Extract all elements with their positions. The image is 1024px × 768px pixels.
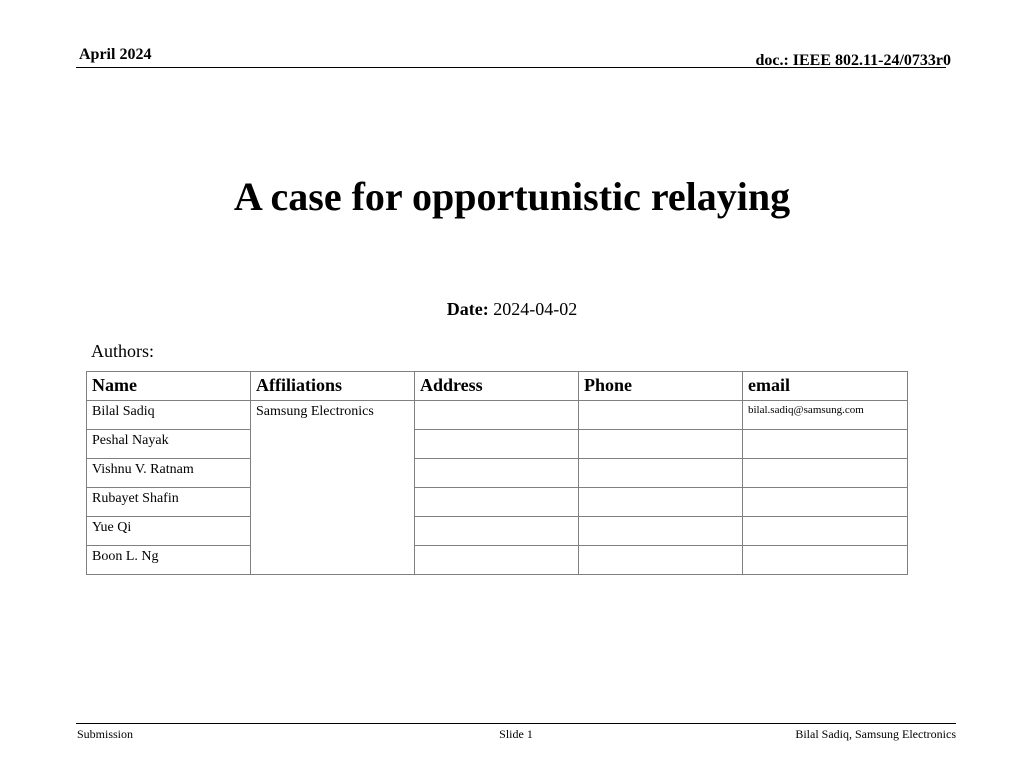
author-address bbox=[415, 546, 579, 575]
author-address bbox=[415, 517, 579, 546]
table-row bbox=[87, 430, 908, 459]
author-address bbox=[415, 430, 579, 459]
author-name: Boon L. Ng bbox=[87, 546, 251, 575]
author-name: Rubayet Shafin bbox=[87, 488, 251, 517]
table-header-row bbox=[87, 372, 908, 401]
footer-rule bbox=[76, 723, 956, 724]
footer-author: Bilal Sadiq, Samsung Electronics bbox=[795, 727, 956, 741]
author-email bbox=[743, 546, 908, 575]
author-email: bilal.sadiq@samsung.com bbox=[743, 401, 908, 430]
column-header-affiliations: Affiliations bbox=[251, 372, 415, 401]
author-affiliation: Samsung Electronics bbox=[251, 401, 415, 575]
column-header-email: email bbox=[743, 372, 908, 401]
table-row bbox=[87, 459, 908, 488]
author-email bbox=[743, 517, 908, 546]
table-row bbox=[87, 488, 908, 517]
author-name: Peshal Nayak bbox=[87, 430, 251, 459]
author-name: Bilal Sadiq bbox=[87, 401, 251, 430]
table-row bbox=[87, 401, 908, 430]
author-email bbox=[743, 430, 908, 459]
header-rule bbox=[76, 67, 946, 68]
author-address bbox=[415, 401, 579, 430]
author-address bbox=[415, 459, 579, 488]
authors-table bbox=[86, 371, 908, 575]
date-label: Date: bbox=[446, 299, 489, 319]
author-address bbox=[415, 488, 579, 517]
author-name: Yue Qi bbox=[87, 517, 251, 546]
author-name: Vishnu V. Ratnam bbox=[87, 459, 251, 488]
table-row bbox=[87, 546, 908, 575]
slide-title: A case for opportunistic relaying bbox=[233, 174, 791, 219]
author-email bbox=[743, 488, 908, 517]
column-header-address: Address bbox=[415, 372, 579, 401]
author-phone bbox=[579, 459, 743, 488]
column-header-phone: Phone bbox=[579, 372, 743, 401]
authors-label: Authors: bbox=[91, 341, 154, 361]
footer-slide-number: Slide 1 bbox=[499, 727, 533, 741]
header-doc-id: doc.: IEEE 802.11-24/0733r0 bbox=[755, 52, 951, 69]
table-row bbox=[87, 517, 908, 546]
date-value: 2024-04-02 bbox=[493, 299, 578, 319]
footer-submission: Submission bbox=[77, 727, 134, 741]
author-phone bbox=[579, 401, 743, 430]
date-line bbox=[0, 299, 1024, 320]
author-phone bbox=[579, 488, 743, 517]
author-email bbox=[743, 459, 908, 488]
author-phone bbox=[579, 546, 743, 575]
header-date: April 2024 bbox=[79, 46, 152, 63]
author-phone bbox=[579, 430, 743, 459]
column-header-name: Name bbox=[87, 372, 251, 401]
author-phone bbox=[579, 517, 743, 546]
